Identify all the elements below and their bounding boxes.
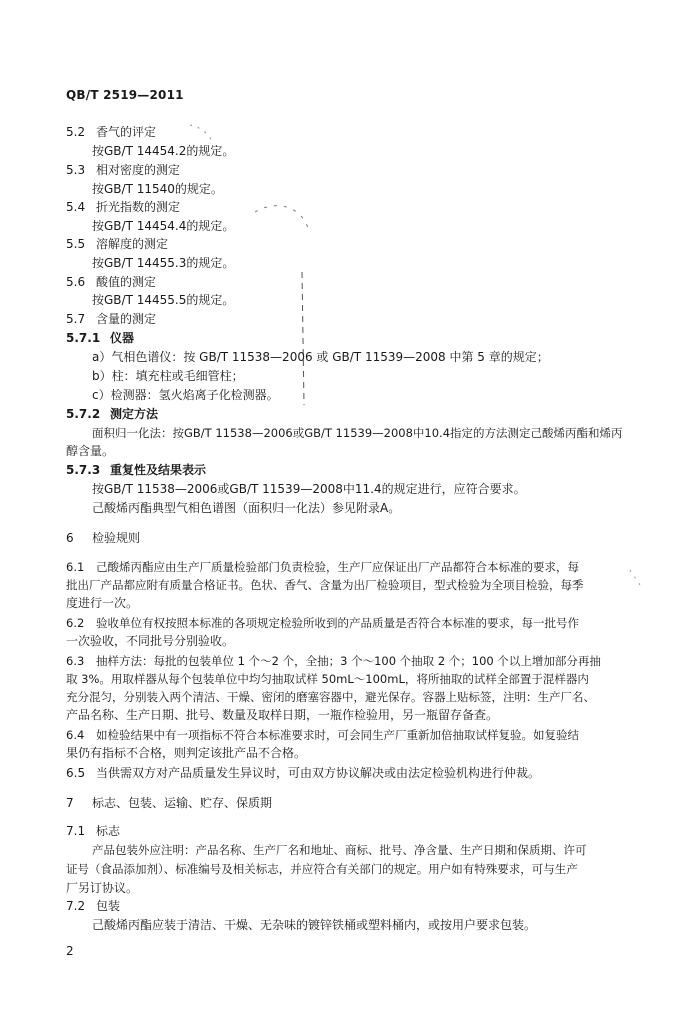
line: 醇含量。 xyxy=(66,444,115,458)
line: 6.2 验收单位有权按照本标准的各项规定检验所收到的产品质量是否符合本标准的要求，每一批号作 xyxy=(66,616,579,630)
line: 5.2 香气的评定 xyxy=(66,125,157,139)
line: 5.7.3 重复性及结果表示 xyxy=(66,463,207,477)
section-heading: 6 检验规则 xyxy=(66,531,141,545)
line: 5.7.1 仪器 xyxy=(66,331,135,345)
line: 证号（食品添加剂）、标准编号及相关标志，并应符合有关部门的规定。用户如有特殊要求，可与生产 xyxy=(66,862,578,876)
line: 取 3%。用取样器从每个包装单位中均匀抽取试样 50mL～100mL，将所抽取的试样全部置于混样器内 xyxy=(66,672,589,686)
line: 5.7 含量的测定 xyxy=(66,312,157,326)
page-number: 2 xyxy=(66,944,74,958)
line: 产品名称、生产日期、批号、数量及取样日期，一瓶作检验用，另一瓶留存备查。 xyxy=(66,708,499,722)
line: 5.7.2 测定方法 xyxy=(66,407,159,421)
standard-code-header: QB/T 2519—2011 xyxy=(66,88,184,102)
line: 6.3 抽样方法：每批的包装单位 1 个～2 个，全抽；3 个～100 个抽取 2 个；100 个以上增加部分再抽 xyxy=(66,654,601,668)
line: 6.1 己酸烯丙酯应由生产厂质量检验部门负责检验，生产厂应保证出厂产品都符合本标准的要求，每 xyxy=(66,560,579,574)
line: 面积归一化法：按GB/T 11538—2006或GB/T 11539—2008中10.4指定的方法测定己酸烯丙酯和烯丙 xyxy=(92,426,623,440)
line: 6.5 当供需双方对产品质量发生异议时，可由双方协议解决或由法定检验机构进行仲裁。 xyxy=(66,766,541,780)
line: 产品包装外应注明：产品名称、生产厂名和地址、商标、批号、净含量、生产日期和保质期、许可 xyxy=(92,843,587,857)
line: 按GB/T 14454.2的规定。 xyxy=(92,144,235,158)
line: 7.2 包装 xyxy=(66,899,121,913)
line: 充分混匀，分别装入两个清洁、干燥、密闭的磨塞容器中，避光保存。容器上贴标签，注明：生产厂名、 xyxy=(66,690,595,704)
line: 己酸烯丙酯典型气相色谱图（面积归一化法）参见附录A。 xyxy=(92,501,401,515)
line: 5.6 酸值的测定 xyxy=(66,275,157,289)
line: 厂另订协议。 xyxy=(66,881,139,895)
section-heading: 7 标志、包装、运输、贮存、保质期 xyxy=(66,796,273,810)
line: 一次验收，不同批号分别验收。 xyxy=(66,634,235,648)
line: 5.5 溶解度的测定 xyxy=(66,237,169,251)
line: 按GB/T 14454.4的规定。 xyxy=(92,219,235,233)
line: 5.3 相对密度的测定 xyxy=(66,163,181,177)
line: 5.4 折光指数的测定 xyxy=(66,200,181,214)
line: 己酸烯丙酯应装于清洁、干燥、无杂味的镀锌铁桶或塑料桶内，或按用户要求包装。 xyxy=(92,918,537,932)
line: 度进行一次。 xyxy=(66,596,139,610)
line: 按GB/T 11540的规定。 xyxy=(92,182,223,196)
line: 果仍有指标不合格，则判定该批产品不合格。 xyxy=(66,746,307,760)
line: 按GB/T 14455.5的规定。 xyxy=(92,293,235,307)
line: 按GB/T 14455.3的规定。 xyxy=(92,256,235,270)
line: c）检测器：氢火焰离子化检测器。 xyxy=(92,388,279,402)
line: 7.1 标志 xyxy=(66,824,121,838)
line: 6.4 如检验结果中有一项指标不符合本标准要求时，可会同生产厂重新加倍抽取试样复验。如复验结 xyxy=(66,728,579,742)
line: 批出厂产品都应附有质量合格证书。色状、香气、含量为出厂检验项目，型式检验为全项目检验，每季 xyxy=(66,578,584,592)
line: 按GB/T 11538—2006或GB/T 11539—2008中11.4的规定进行，应符合要求。 xyxy=(92,482,526,496)
line: b）柱：填充柱或毛细管柱； xyxy=(92,369,244,383)
line: a）气相色谱仪：按 GB/T 11538—2006 或 GB/T 11539—2008 中第 5 章的规定； xyxy=(92,350,549,364)
